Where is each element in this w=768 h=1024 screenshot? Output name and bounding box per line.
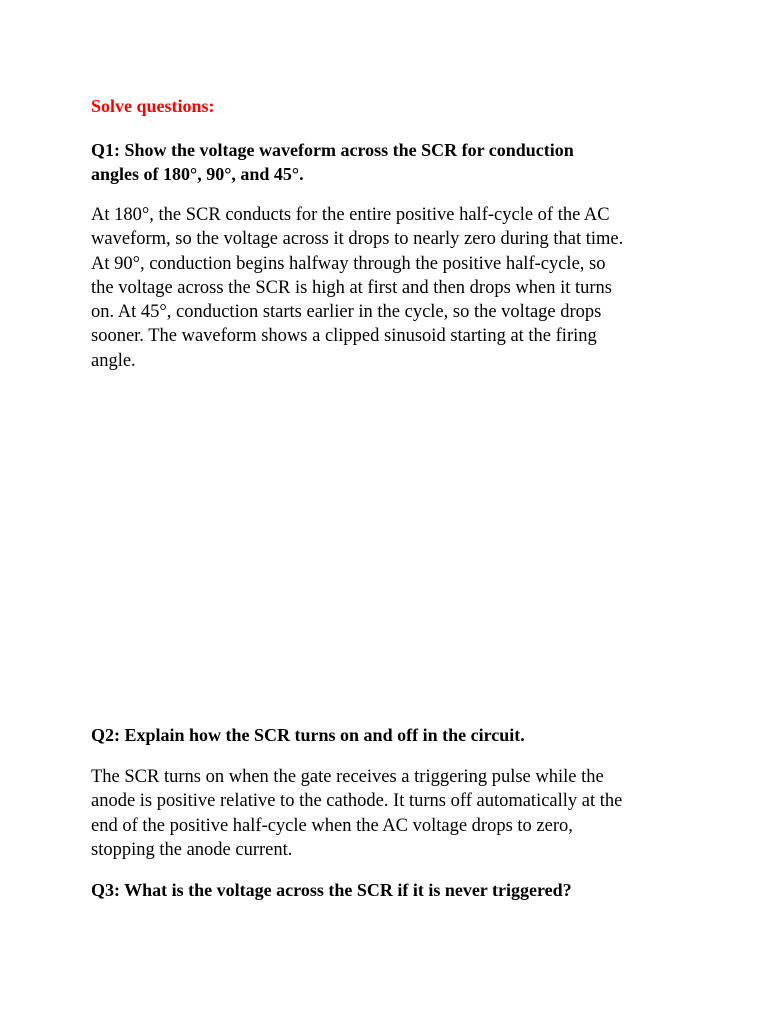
question-1-line: Q1: Show the voltage waveform across the SCR for conduction xyxy=(91,140,574,160)
answer-2 xyxy=(91,765,691,862)
question-1-line: angles of 180°, 90°, and 45°. xyxy=(91,164,304,184)
question-3-text: Q3: What is the voltage across the SCR if it is never triggered? xyxy=(91,880,572,900)
answer-1-line: waveform, so the voltage across it drops to nearly zero during that time. xyxy=(91,229,624,250)
page-title-text: Solve questions: xyxy=(91,96,215,116)
answer-2-line: The SCR turns on when the gate receives a triggering pulse while the xyxy=(91,767,604,787)
answer-2-line: stopping the anode current. xyxy=(91,839,293,860)
question-2 xyxy=(91,723,691,747)
answer-1-line: At 90°, conduction begins halfway through the positive half-cycle, so xyxy=(91,253,606,274)
answer-2-line: anode is positive relative to the cathode. It turns off automatically at the xyxy=(91,791,623,812)
question-3 xyxy=(91,878,691,902)
answer-1 xyxy=(91,203,691,373)
page-title xyxy=(91,94,691,118)
answer-1-line: the voltage across the SCR is high at first and then drops when it turns xyxy=(91,277,613,298)
answer-1-line: on. At 45°, conduction starts earlier in the cycle, so the voltage drops xyxy=(91,302,602,323)
question-2-text: Q2: Explain how the SCR turns on and off in the circuit. xyxy=(91,725,525,745)
answer-1-line: angle. xyxy=(91,350,136,371)
question-1 xyxy=(91,138,691,186)
answer-1-line: sooner. The waveform shows a clipped sinusoid starting at the firing xyxy=(91,326,597,347)
answer-1-line: At 180°, the SCR conducts for the entire positive half-cycle of the AC xyxy=(91,205,610,225)
answer-2-line: end of the positive half-cycle when the AC voltage drops to zero, xyxy=(91,815,573,836)
